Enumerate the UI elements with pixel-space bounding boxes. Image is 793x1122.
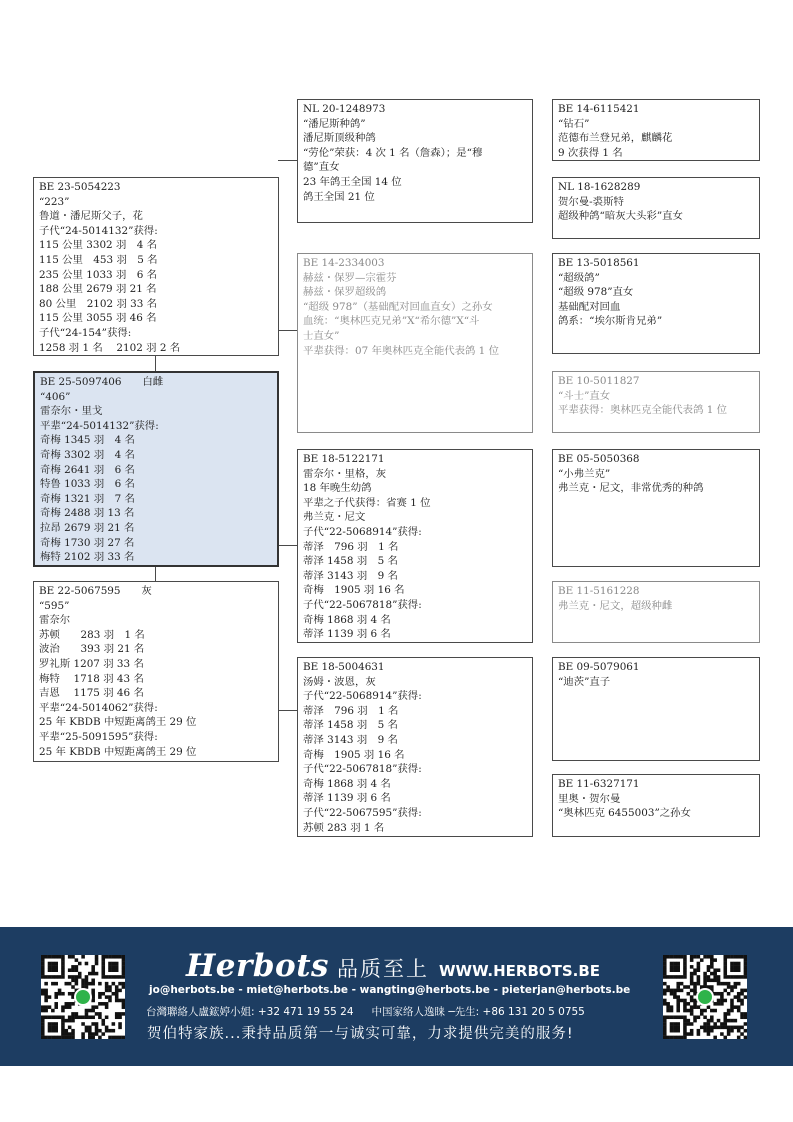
pedigree-line: BE 13-5018561: [558, 257, 640, 269]
pedigree-line: 奇梅 1905 羽 16 名: [303, 584, 405, 597]
pedigree-line: 115 公里 453 羽 5 名: [39, 253, 158, 266]
pedigree-line: “超级鸽”: [558, 271, 600, 284]
pedigree-line: “劳伦”荣获：4 次 1 名（詹森）；是“穆: [303, 146, 483, 159]
pedigree-line: 蒂泽 796 羽 1 名: [303, 704, 399, 717]
pedigree-line: 蒂泽 3143 羽 9 名: [303, 569, 398, 582]
herbots-logo: Herbots: [186, 948, 329, 984]
dam-dam-sire-box: [552, 657, 760, 761]
pedigree-line: 9 次获得 1 名: [558, 146, 623, 159]
pedigree-line: 子代“22-5067818”获得:: [303, 763, 422, 776]
pedigree-line: “钻石”: [558, 117, 590, 130]
pedigree-line: 115 公里 3302 羽 4 名: [39, 239, 158, 252]
qr-icon: [663, 955, 747, 1039]
pedigree-line: 平辈“24-5014132”获得:: [40, 419, 159, 432]
pedigree-line: 范德布兰登兄弟，麒麟花: [558, 132, 673, 145]
pedigree-line: 奇梅 1321 羽 7 名: [40, 492, 135, 505]
pedigree-line: 弗兰克・尼文，超级种雌: [558, 599, 673, 612]
pedigree-line: 潘尼斯顶级种鸽: [303, 132, 376, 145]
pedigree-line: 弗兰克・尼文，非常优秀的种鸽: [558, 482, 704, 495]
pedigree-line: 188 公里 2679 羽 21 名: [39, 283, 157, 296]
connector-sire-subject: [155, 355, 156, 372]
pedigree-line: 苏顿 283 羽 1 名: [303, 821, 385, 834]
pedigree-line: 梅特 2102 羽 33 名: [40, 551, 135, 564]
pedigree-line: “223”: [39, 195, 70, 208]
pedigree-line: 奇梅 2641 羽 6 名: [40, 463, 135, 476]
pedigree-line: 弗兰克・尼文: [303, 511, 366, 524]
pedigree-line: 梅特 1718 羽 43 名: [39, 672, 144, 685]
dam-dam-dam-box: [552, 774, 760, 837]
pedigree-line: 鲁道・潘尼斯父子，花: [39, 210, 143, 223]
pedigree-line: “斗士”直女: [558, 389, 611, 402]
pedigree-line: 平辈“25-5091595”获得:: [39, 730, 158, 743]
sire-dam-dam-box: [552, 371, 760, 433]
pedigree-line: “迪茨”直子: [558, 675, 611, 688]
pedigree-line: 子代“24-5014132”获得:: [39, 224, 158, 237]
pedigree-line: 蒂泽 3143 羽 9 名: [303, 733, 398, 746]
pedigree-line: 贺尔曼-裘斯特: [558, 195, 624, 208]
sire-box: [33, 177, 279, 356]
pedigree-line: 235 公里 1033 羽 6 名: [39, 268, 158, 281]
motto: 贺伯特家族...秉持品质第一与诚实可靠，力求提供完美的服务!: [147, 1026, 574, 1042]
dam-box: [33, 581, 279, 762]
pedigree-line: “潘尼斯种鸽”: [303, 117, 366, 130]
pedigree-line: 奇梅 3302 羽 4 名: [40, 448, 135, 461]
pedigree-line: 血统：“奥林匹克兄弟”X“希尔德”X“斗: [303, 315, 480, 328]
qr-icon: [41, 955, 125, 1039]
dam-sire-dam-box: [552, 581, 760, 643]
pedigree-line: 罗礼斯 1207 羽 33 名: [39, 657, 144, 670]
pedigree-line: 80 公里 2102 羽 33 名: [39, 297, 158, 310]
sire-dam-box: [297, 253, 533, 433]
pedigree-line: 士直女”: [303, 329, 340, 342]
pedigree-line: 平辈“24-5014062”获得:: [39, 701, 158, 714]
contact-phones: [146, 1004, 603, 1019]
pedigree-line: 蒂泽 796 羽 1 名: [303, 540, 399, 553]
pedigree-line: 蒂泽 1139 羽 6 名: [303, 792, 391, 805]
sire-sire-box: [297, 99, 533, 223]
connector-dam-dd: [278, 710, 297, 711]
sire-sire-sire-box: [552, 99, 760, 161]
pedigree-line: 平辈获得：奥林匹克全能代表鸽 1 位: [558, 404, 728, 417]
pedigree-line: 23 年鸽王全国 14 位: [303, 175, 402, 188]
pedigree-line: 子代“22-5067818”获得:: [303, 598, 422, 611]
pedigree-line: 赫兹・保罗超级鸽: [303, 286, 387, 299]
connector-sire-ss: [278, 160, 297, 161]
connector-dam-ds: [278, 545, 297, 546]
contact-emails[interactable]: jo@herbots.be - miet@herbots.be - wangting@herbots.be - pieterjan@herbots.be: [149, 984, 631, 996]
qr-code-left[interactable]: [41, 955, 125, 1039]
brand-header: [186, 948, 600, 982]
pedigree-line: BE 23-5054223: [39, 181, 121, 193]
pedigree-line: 超级种鸽“暗灰大头彩”直女: [558, 210, 683, 223]
phone-china: 中国家络人逸睐 ─先生: +86 131 20 5 0755: [371, 1006, 585, 1018]
pedigree-line: 子代“24-154”获得:: [39, 326, 132, 339]
pedigree-line: 蒂泽 1458 羽 5 名: [303, 555, 398, 568]
pedigree-line: 25 年 KBDB 中短距离鸽王 29 位: [39, 716, 197, 729]
pedigree-line: 拉昂 2679 羽 21 名: [40, 521, 135, 534]
pedigree-line: 蒂泽 1139 羽 6 名: [303, 628, 391, 641]
pedigree-line: BE 22-5067595 灰: [39, 585, 152, 597]
pedigree-line: “595”: [39, 599, 70, 612]
pedigree-line: BE 25-5097406 白雌: [40, 376, 164, 388]
pedigree-line: 平辈获得：07 年奥林匹克全能代表鸽 1 位: [303, 344, 499, 357]
pedigree-line: 18 年晚生幼鸽: [303, 482, 372, 495]
pedigree-line: BE 11-5161228: [558, 585, 640, 597]
dam-sire-sire-box: [552, 449, 760, 567]
pedigree-line: 吉恩 1175 羽 46 名: [39, 687, 144, 700]
phone-taiwan: 台灣聯絡人盧鋐婷小姐: +32 471 19 55 24: [146, 1006, 354, 1018]
pedigree-line: BE 09-5079061: [558, 661, 640, 673]
pedigree-line: 波治 393 羽 21 名: [39, 643, 145, 656]
pedigree-line: NL 18-1628289: [558, 181, 641, 193]
connector-subject-dam: [155, 566, 156, 582]
pedigree-line: 奇梅 1730 羽 27 名: [40, 536, 135, 549]
pedigree-line: 25 年 KBDB 中短距离鸽王 29 位: [39, 745, 197, 758]
pedigree-line: 蒂泽 1458 羽 5 名: [303, 719, 398, 732]
pedigree-line: 奇梅 1868 羽 4 名: [303, 777, 391, 790]
pedigree-line: 雷奈尔・里戈: [40, 405, 103, 418]
connector-sire-sd: [278, 330, 297, 331]
pedigree-line: 子代“22-5067595”获得:: [303, 806, 422, 819]
pedigree-line: 德”直女: [303, 161, 340, 174]
pedigree-line: “超级 978”（基础配对回血直女）之孙女: [303, 300, 493, 313]
pedigree-line: 雷奈尔: [39, 614, 71, 627]
pedigree-line: 奇梅 2488 羽 13 名: [40, 507, 135, 520]
pedigree-line: 奇梅 1345 羽 4 名: [40, 434, 135, 447]
pedigree-line: 平辈之子代获得：省赛 1 位: [303, 496, 431, 509]
pedigree-line: “超级 978”直女: [558, 286, 634, 299]
pedigree-line: 1258 羽 1 名 2102 羽 2 名: [39, 341, 181, 354]
pedigree-line: 奇梅 1868 羽 4 名: [303, 613, 391, 626]
pedigree-line: 子代“22-5068914”获得:: [303, 690, 422, 703]
slogan: 品质至上: [336, 957, 429, 981]
pedigree-line: 汤姆・波恩，灰: [303, 675, 376, 688]
sire-sire-dam-box: [552, 177, 760, 239]
pedigree-line: 赫兹・保罗—宗霍芬: [303, 271, 397, 284]
pedigree-line: BE 05-5050368: [558, 453, 640, 465]
pedigree-line: NL 20-1248973: [303, 103, 386, 115]
pedigree-line: BE 18-5004631: [303, 661, 385, 673]
pedigree-line: 115 公里 3055 羽 46 名: [39, 312, 157, 325]
dam-sire-box: [297, 449, 533, 643]
pedigree-line: BE 11-6327171: [558, 778, 640, 790]
website-link[interactable]: WWW.HERBOTS.BE: [438, 962, 601, 980]
pedigree-line: BE 10-5011827: [558, 375, 640, 387]
pedigree-line: 里奥・贺尔曼: [558, 792, 621, 805]
pedigree-line: 特鲁 1033 羽 6 名: [40, 478, 135, 491]
pedigree-line: BE 14-2334003: [303, 257, 385, 269]
pedigree-line: 雷奈尔・里格，灰: [303, 467, 387, 480]
pedigree-line: “406”: [40, 390, 71, 403]
pedigree-line: 基础配对回血: [558, 300, 621, 313]
qr-code-right[interactable]: [663, 955, 747, 1039]
dam-dam-box: [297, 657, 533, 837]
sire-dam-sire-box: [552, 253, 760, 354]
pedigree-line: BE 18-5122171: [303, 453, 385, 465]
subject-box: [33, 371, 279, 567]
pedigree-line: BE 14-6115421: [558, 103, 640, 115]
pedigree-line: 苏顿 283 羽 1 名: [39, 628, 145, 641]
pedigree-line: 奇梅 1905 羽 16 名: [303, 748, 405, 761]
pedigree-line: “小弗兰克”: [558, 467, 611, 480]
pedigree-line: 子代“22-5068914”获得:: [303, 525, 422, 538]
pedigree-line: 鸽王全国 21 位: [303, 190, 375, 203]
pedigree-line: “奥林匹克 6455003”之孙女: [558, 807, 691, 820]
pedigree-line: 鸽系：“埃尔斯肯兄弟”: [558, 315, 663, 328]
